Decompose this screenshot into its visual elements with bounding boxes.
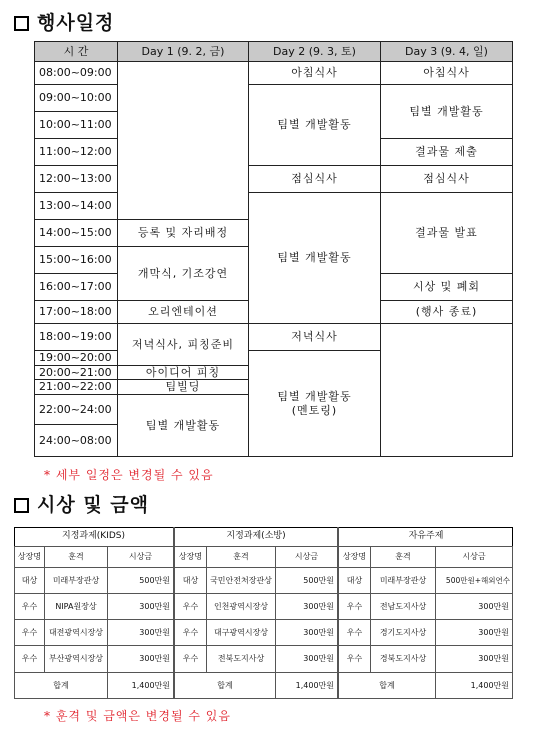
time-slot: 13:00~14:00 [34, 192, 118, 220]
group-free: 자유주제 [338, 527, 513, 547]
awards-title: 시상 및 금액 [37, 494, 149, 516]
col-header-name: 상장명 [174, 546, 207, 568]
schedule-note: * 세부 일정은 변경될 수 있음 [44, 468, 214, 482]
col-header-name: 상장명 [14, 546, 45, 568]
award-cell: 500만원+해외연수 [435, 567, 513, 594]
award-cell: 우수 [174, 593, 207, 620]
day3-breakfast: 아침식사 [380, 61, 513, 85]
col-header-prize: 시상금 [275, 546, 338, 568]
award-cell: 300만원 [107, 619, 174, 646]
day1-dinner-pitch-prep: 저녁식사, 피칭준비 [117, 323, 249, 366]
day1-team-building: 팀빌딩 [117, 379, 249, 395]
award-cell: 300만원 [275, 645, 338, 673]
time-slot: 16:00~17:00 [34, 273, 118, 301]
day1-idea-pitch: 아이디어 피칭 [117, 365, 249, 380]
award-cell: 대상 [338, 567, 371, 594]
checkbox-icon [14, 498, 29, 513]
award-cell: 우수 [174, 645, 207, 673]
time-slot: 20:00~21:00 [34, 365, 118, 380]
day3-team-dev: 팀별 개발활동 [380, 84, 513, 139]
award-cell: 대전광역시장상 [44, 619, 108, 646]
award-cell: 국민안전처장관상 [206, 567, 276, 594]
day1-empty [117, 61, 249, 220]
day3-empty [380, 323, 513, 457]
awards-heading [14, 490, 149, 517]
time-slot: 15:00~16:00 [34, 246, 118, 274]
award-cell: 인천광역시장상 [206, 593, 276, 620]
group-fire: 지정과제(소방) [174, 527, 338, 547]
award-cell: 경북도지사상 [370, 645, 436, 673]
total-label: 합계 [338, 672, 436, 699]
award-cell: 500만원 [107, 567, 174, 594]
day3-awards-closing: 시상 및 폐회 [380, 273, 513, 301]
total-label: 합계 [14, 672, 108, 699]
day2-dinner: 저녁식사 [248, 323, 381, 351]
award-cell: 대상 [14, 567, 45, 594]
award-cell: 우수 [338, 593, 371, 620]
day2-lunch: 점심식사 [248, 165, 381, 193]
day2-team-dev-am: 팀별 개발활동 [248, 84, 381, 166]
time-slot: 24:00~08:00 [34, 424, 118, 457]
header-time: 시 간 [34, 41, 118, 62]
award-cell: 전남도지사상 [370, 593, 436, 620]
award-cell: 300만원 [435, 645, 513, 673]
time-slot: 11:00~12:00 [34, 138, 118, 166]
award-cell: 300만원 [107, 645, 174, 673]
col-header-prize: 시상금 [107, 546, 174, 568]
time-slot: 19:00~20:00 [34, 350, 118, 366]
total-label: 합계 [174, 672, 276, 699]
time-slot: 10:00~11:00 [34, 111, 118, 139]
day1-orientation: 오리엔테이션 [117, 300, 249, 324]
day1-opening: 개막식, 기조강연 [117, 246, 249, 301]
time-slot: 12:00~13:00 [34, 165, 118, 193]
day2-team-dev-pm: 팀별 개발활동 [248, 192, 381, 324]
total-amount: 1,400만원 [275, 672, 338, 699]
day2-breakfast: 아침식사 [248, 61, 381, 85]
award-cell: 전북도지사상 [206, 645, 276, 673]
day2-team-dev-night: 팀별 개발활동 (멘토링) [248, 350, 381, 457]
award-cell: 500만원 [275, 567, 338, 594]
award-cell: 부산광역시장상 [44, 645, 108, 673]
day3-submission: 결과물 제출 [380, 138, 513, 166]
award-cell: NIPA원장상 [44, 593, 108, 620]
award-cell: 미래부장관상 [370, 567, 436, 594]
award-cell: 300만원 [435, 593, 513, 620]
total-amount: 1,400만원 [107, 672, 174, 699]
col-header-prize: 시상금 [435, 546, 513, 568]
header-day3: Day 3 (9. 4, 일) [380, 41, 513, 62]
day1-registration: 등록 및 자리배정 [117, 219, 249, 247]
col-header-grade: 훈격 [206, 546, 276, 568]
time-slot: 08:00~09:00 [34, 61, 118, 85]
group-kids: 지정과제(KIDS) [14, 527, 174, 547]
time-slot: 18:00~19:00 [34, 323, 118, 351]
award-cell: 미래부장관상 [44, 567, 108, 594]
col-header-name: 상장명 [338, 546, 371, 568]
award-cell: 300만원 [435, 619, 513, 646]
header-day1: Day 1 (9. 2, 금) [117, 41, 249, 62]
award-cell: 우수 [14, 593, 45, 620]
day3-lunch: 점심식사 [380, 165, 513, 193]
awards-note: * 훈격 및 금액은 변경될 수 있음 [44, 709, 231, 723]
day1-team-dev: 팀별 개발활동 [117, 394, 249, 457]
day3-event-end: (행사 종료) [380, 300, 513, 324]
total-amount: 1,400만원 [435, 672, 513, 699]
header-day2: Day 2 (9. 3, 토) [248, 41, 381, 62]
award-cell: 우수 [338, 645, 371, 673]
award-cell: 대상 [174, 567, 207, 594]
schedule-heading [14, 8, 114, 35]
award-cell: 우수 [174, 619, 207, 646]
col-header-grade: 훈격 [44, 546, 108, 568]
award-cell: 우수 [14, 619, 45, 646]
time-slot: 14:00~15:00 [34, 219, 118, 247]
award-cell: 300만원 [275, 619, 338, 646]
schedule-title: 행사일정 [37, 12, 115, 34]
award-cell: 경기도지사상 [370, 619, 436, 646]
time-slot: 22:00~24:00 [34, 394, 118, 425]
time-slot: 09:00~10:00 [34, 84, 118, 112]
award-cell: 300만원 [275, 593, 338, 620]
checkbox-icon [14, 16, 29, 31]
award-cell: 우수 [14, 645, 45, 673]
award-cell: 대구광역시장상 [206, 619, 276, 646]
col-header-grade: 훈격 [370, 546, 436, 568]
time-slot: 21:00~22:00 [34, 379, 118, 395]
award-cell: 우수 [338, 619, 371, 646]
award-cell: 300만원 [107, 593, 174, 620]
time-slot: 17:00~18:00 [34, 300, 118, 324]
day3-presentation: 결과물 발표 [380, 192, 513, 274]
